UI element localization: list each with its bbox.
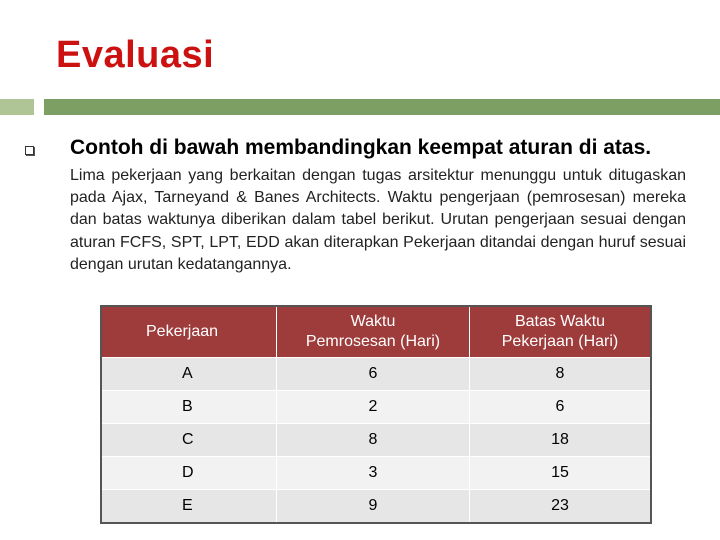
bullet-heading: Contoh di bawah membandingkan keempat aturan di atas. bbox=[70, 136, 652, 159]
header-job bbox=[101, 306, 277, 358]
slide-title: Evaluasi bbox=[56, 34, 215, 76]
title-underline-accent bbox=[0, 99, 34, 115]
jobs-table-body bbox=[101, 358, 651, 524]
table-row bbox=[101, 490, 651, 524]
table-row bbox=[101, 424, 651, 457]
header-deadline-line1: Batas Waktu bbox=[514, 313, 606, 330]
cell-deadline: 18 bbox=[470, 424, 652, 457]
jobs-table-header bbox=[101, 306, 651, 358]
cell-processing: 2 bbox=[277, 391, 470, 424]
cell-deadline: 23 bbox=[470, 490, 652, 524]
cell-deadline: 15 bbox=[470, 457, 652, 490]
cell-processing: 3 bbox=[277, 457, 470, 490]
cell-deadline: 8 bbox=[470, 358, 652, 391]
header-job-label: Pekerjaan bbox=[146, 323, 219, 340]
bullet-square-icon bbox=[25, 146, 34, 155]
cell-processing: 8 bbox=[277, 424, 470, 457]
table-row bbox=[101, 391, 651, 424]
table-row bbox=[101, 457, 651, 490]
header-processing-line2: Pemrosesan (Hari) bbox=[305, 333, 441, 350]
cell-job: B bbox=[101, 391, 277, 424]
header-processing-line1: Waktu bbox=[350, 313, 396, 330]
cell-processing: 9 bbox=[277, 490, 470, 524]
description-paragraph: Lima pekerjaan yang berkaitan dengan tugas arsitektur menunggu untuk ditugaskan pada Ajax, Tarneyand & Banes Architects. Waktu pengerjaan (pemrosesan) mereka dan batas waktunya diberikan dalam tabel berikut. Urutan pengerjaan sesuai dengan aturan FCFS, SPT, LPT, EDD akan diterapkan Pekerjaan ditandai dengan huruf sesuai dengan urutan kedatangannya. bbox=[70, 167, 686, 273]
cell-job: D bbox=[101, 457, 277, 490]
cell-job: A bbox=[101, 358, 277, 391]
header-row bbox=[101, 306, 651, 358]
cell-deadline: 6 bbox=[470, 391, 652, 424]
header-processing-time bbox=[277, 306, 470, 358]
header-deadline bbox=[470, 306, 652, 358]
jobs-table bbox=[100, 305, 652, 524]
cell-processing: 6 bbox=[277, 358, 470, 391]
header-deadline-line2: Pekerjaan (Hari) bbox=[501, 333, 619, 350]
cell-job: E bbox=[101, 490, 277, 524]
cell-job: C bbox=[101, 424, 277, 457]
title-underline-bar bbox=[44, 99, 720, 115]
table-row bbox=[101, 358, 651, 391]
